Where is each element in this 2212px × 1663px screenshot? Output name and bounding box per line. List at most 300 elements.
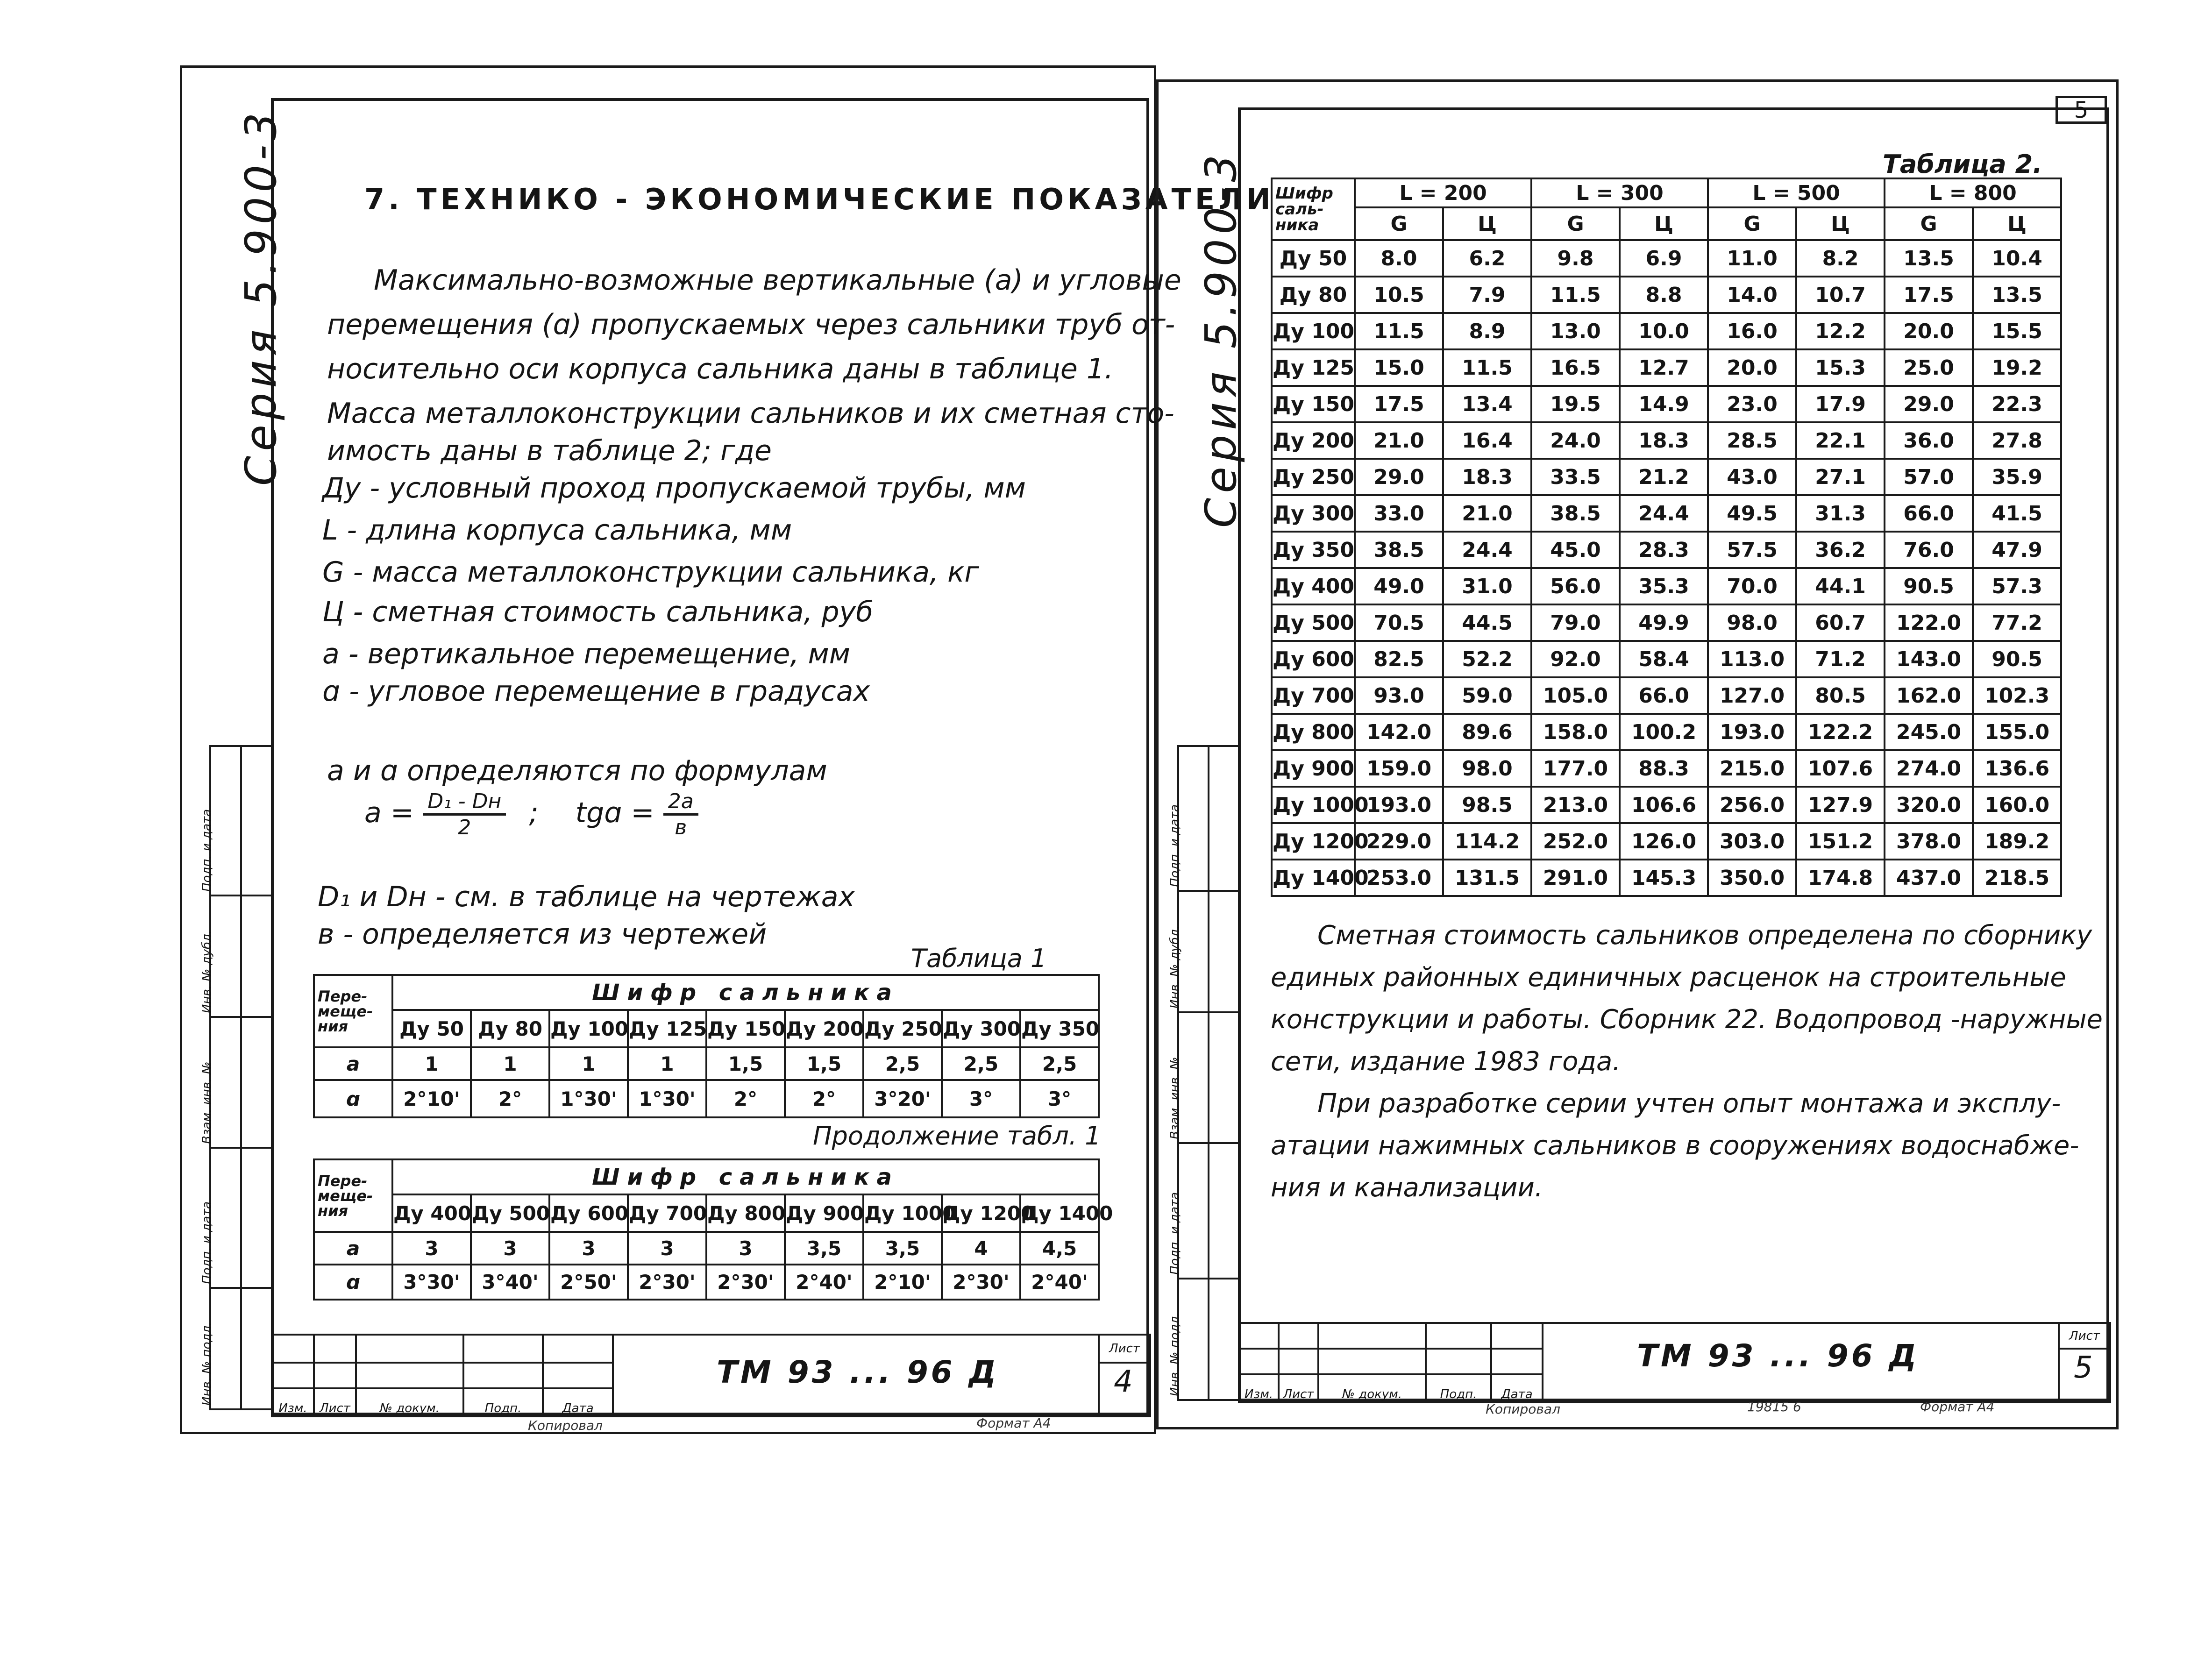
table-cell: 127.9: [1796, 787, 1885, 823]
row-name: Ду 1200: [1272, 823, 1355, 860]
table-cell: 320.0: [1885, 787, 1973, 823]
table-cell: 2°40': [1020, 1265, 1099, 1300]
formula-a-denominator: 2: [458, 816, 471, 839]
table1-col-header: Ду 125: [628, 1010, 706, 1047]
paragraph-line: носительно оси корпуса сальника даны в таблице 1.: [327, 353, 1114, 385]
paragraph-line: ния и канализации.: [1271, 1173, 1543, 1203]
table-cell: 2,5: [1020, 1047, 1099, 1080]
sub-header-mass: G: [1531, 207, 1620, 240]
table-cell: 7.9: [1443, 277, 1531, 313]
paragraph-line: Сметная стоимость сальников определена по сборнику: [1317, 920, 2092, 951]
table-cell: 177.0: [1531, 750, 1620, 787]
table-cell: 21.0: [1443, 495, 1531, 532]
table-cell: 77.2: [1973, 604, 2061, 641]
table-cell: 350.0: [1708, 860, 1796, 896]
table-cell: 31.0: [1443, 568, 1531, 604]
table-cell: 143.0: [1885, 641, 1973, 677]
row-name: Ду 500: [1272, 604, 1355, 641]
right-sheet-number: 5: [2074, 1350, 2093, 1385]
right-bottom-note-number: 19815 6: [1747, 1399, 1801, 1414]
left-bottom-note-format: Формат А4: [976, 1415, 1051, 1431]
table1-caption: Таблица 1: [911, 944, 1047, 973]
left-series-label: Серия 5.900-3: [236, 108, 286, 486]
table-row: [1272, 568, 2061, 604]
table-cell: 4: [942, 1232, 1020, 1265]
row-name: Ду 300: [1272, 495, 1355, 532]
table-cell: 66.0: [1620, 677, 1708, 714]
table-cell: 102.3: [1973, 677, 2061, 714]
table-cell: 2,5: [942, 1047, 1020, 1080]
stripe-label: Подп. и дата: [1168, 1192, 1182, 1275]
table-cell: 71.2: [1796, 641, 1885, 677]
table-cell: 136.6: [1973, 750, 2061, 787]
table-cell: 245.0: [1885, 714, 1973, 750]
right-side-stripe: [1168, 745, 1240, 1401]
table-cell: 229.0: [1355, 823, 1443, 860]
table-row: [1272, 677, 2061, 714]
table-cell: 70.0: [1708, 568, 1796, 604]
table-cell: 3,5: [863, 1232, 942, 1265]
table1-col-header: Ду 50: [392, 1010, 471, 1047]
left-doc-code-cell: [613, 1335, 1099, 1416]
definition-item: Ц - сметная стоимость сальника, руб: [322, 596, 874, 628]
table-cell: 3°: [942, 1080, 1020, 1117]
table-row: [1272, 240, 2061, 277]
table-cell: 9.8: [1531, 240, 1620, 277]
table-cell: 98.0: [1708, 604, 1796, 641]
table-cell: 57.3: [1973, 568, 2061, 604]
table-cell: 2°40': [785, 1265, 863, 1300]
paragraph-line: Максимально-возможные вертикальные (а) и угловые: [374, 264, 1181, 297]
table-cell: 18.3: [1443, 459, 1531, 495]
table-cell: 38.5: [1355, 532, 1443, 568]
table-cell: 378.0: [1885, 823, 1973, 860]
formula-a-fraction: [423, 789, 506, 839]
stamp-col-label: Подп.: [1426, 1374, 1491, 1402]
table-cell: 17.5: [1355, 386, 1443, 422]
table-cell: 113.0: [1708, 641, 1796, 677]
table-cell: 1,5: [785, 1047, 863, 1080]
table-cell: 49.5: [1708, 495, 1796, 532]
table-cell: 8.2: [1796, 240, 1885, 277]
table1-col-header: Ду 200: [785, 1010, 863, 1047]
row-name: Ду 600: [1272, 641, 1355, 677]
sub-header-cost: Ц: [1973, 207, 2061, 240]
table-cell: 2°: [471, 1080, 549, 1117]
table-cell: 3,5: [785, 1232, 863, 1265]
table-cell: 2°30': [706, 1265, 785, 1300]
row-name: Ду 80: [1272, 277, 1355, 313]
paragraph-line: Масса металлоконструкции сальников и их сметная сто-: [327, 397, 1174, 430]
stamp-col-label: № докум.: [356, 1388, 463, 1416]
table-cell: 24.0: [1531, 422, 1620, 459]
sub-header-cost: Ц: [1443, 207, 1531, 240]
definition-item: G - масса металлоконструкции сальника, кг: [322, 556, 979, 589]
table-cell: 3: [471, 1232, 549, 1265]
table-cell: 131.5: [1443, 860, 1531, 896]
table-cell: 18.3: [1620, 422, 1708, 459]
table-cell: 16.0: [1708, 313, 1796, 349]
row-name: Ду 50: [1272, 240, 1355, 277]
table-cell: 20.0: [1708, 349, 1796, 386]
table-row: [1272, 386, 2061, 422]
table-row: [1272, 495, 2061, 532]
right-doc-code: ТМ 93 ... 96 Д: [1637, 1338, 1920, 1374]
table-cell: 23.0: [1708, 386, 1796, 422]
paragraph-line: имость даны в таблице 2; где: [327, 434, 772, 467]
row-name: Ду 800: [1272, 714, 1355, 750]
table-cell: 17.5: [1885, 277, 1973, 313]
row-label: а: [314, 1047, 392, 1080]
table-cell: 66.0: [1885, 495, 1973, 532]
sub-header-mass: G: [1885, 207, 1973, 240]
table-cell: 15.0: [1355, 349, 1443, 386]
table-cell: 60.7: [1796, 604, 1885, 641]
formula-a-lhs: а =: [364, 796, 414, 830]
table-cell: 16.5: [1531, 349, 1620, 386]
table1b-col-header: Ду 1400: [1020, 1194, 1099, 1232]
table-cell: 21.0: [1355, 422, 1443, 459]
table1b-corner-label: Пере- меще- ния: [314, 1159, 392, 1232]
table-cell: 41.5: [1973, 495, 2061, 532]
table-cell: 8.9: [1443, 313, 1531, 349]
table-cell: 24.4: [1443, 532, 1531, 568]
table-cell: 15.3: [1796, 349, 1885, 386]
table-row: [1272, 313, 2061, 349]
table-row: [1272, 349, 2061, 386]
stamp-col-label: Дата: [543, 1388, 613, 1416]
table1b-col-header: Ду 400: [392, 1194, 471, 1232]
table-row: [1272, 604, 2061, 641]
stamp-col-label: Подп.: [463, 1388, 543, 1416]
note-b: в - определяется из чертежей: [318, 918, 767, 951]
formula-tg-fraction: [663, 789, 698, 839]
right-series-label: Серия 5.900-3: [1196, 150, 1246, 528]
table-cell: 11.5: [1355, 313, 1443, 349]
table-cell: 2°: [785, 1080, 863, 1117]
table-cell: 1°30': [549, 1080, 628, 1117]
table-cell: 189.2: [1973, 823, 2061, 860]
table1-col-header: Ду 300: [942, 1010, 1020, 1047]
table-cell: 70.5: [1355, 604, 1443, 641]
stripe-label: Подп. и дата: [200, 1201, 214, 1284]
table-cell: 11.5: [1531, 277, 1620, 313]
table-cell: 8.0: [1355, 240, 1443, 277]
table-cell: 122.0: [1885, 604, 1973, 641]
stripe-label: Инв. № подл.: [1168, 1312, 1182, 1396]
table-cell: 33.0: [1355, 495, 1443, 532]
table-cell: 16.4: [1443, 422, 1531, 459]
table-cell: 27.8: [1973, 422, 2061, 459]
table-cell: 155.0: [1973, 714, 2061, 750]
table-cell: 14.9: [1620, 386, 1708, 422]
table-cell: 59.0: [1443, 677, 1531, 714]
left-bottom-note-copied: Копировал: [528, 1418, 603, 1433]
table-cell: 437.0: [1885, 860, 1973, 896]
table-cell: 2°30': [942, 1265, 1020, 1300]
table-cell: 33.5: [1531, 459, 1620, 495]
table-row: [1272, 787, 2061, 823]
table-row: [1272, 823, 2061, 860]
table1-col-header: Ду 250: [863, 1010, 942, 1047]
formula-tg-denominator: в: [675, 816, 687, 839]
paragraph-line: конструкции и работы. Сборник 22. Водопровод -наружные: [1271, 1004, 2103, 1035]
right-title-block: [1238, 1322, 2111, 1403]
table-cell: 3°: [1020, 1080, 1099, 1117]
length-group-header: L = 800: [1885, 178, 2061, 207]
table-cell: 36.0: [1885, 422, 1973, 459]
table-cell: 303.0: [1708, 823, 1796, 860]
table-cell: 100.2: [1620, 714, 1708, 750]
table-cell: 13.0: [1531, 313, 1620, 349]
table-cell: 15.5: [1973, 313, 2061, 349]
table-row: [314, 1265, 1099, 1300]
table-cell: 13.5: [1973, 277, 2061, 313]
sub-header-mass: G: [1355, 207, 1443, 240]
table-row: [1272, 750, 2061, 787]
table-cell: 126.0: [1620, 823, 1708, 860]
table-cell: 213.0: [1531, 787, 1620, 823]
table2-body: [1272, 240, 2061, 896]
row-label: а: [314, 1232, 392, 1265]
sub-header-cost: Ц: [1620, 207, 1708, 240]
table-cell: 122.2: [1796, 714, 1885, 750]
table-cell: 29.0: [1885, 386, 1973, 422]
table-cell: 3°40': [471, 1265, 549, 1300]
table-cell: 4,5: [1020, 1232, 1099, 1265]
stripe-label: Взам. инв. №: [200, 1061, 214, 1144]
table2-corner-label: Шифр саль- ника: [1272, 178, 1355, 240]
row-label: ɑ: [314, 1265, 392, 1300]
row-name: Ду 1000: [1272, 787, 1355, 823]
table1b-col-header: Ду 900: [785, 1194, 863, 1232]
table-cell: 14.0: [1708, 277, 1796, 313]
table-cell: 49.0: [1355, 568, 1443, 604]
table-cell: 2°30': [628, 1265, 706, 1300]
table-cell: 88.3: [1620, 750, 1708, 787]
table-cell: 24.4: [1620, 495, 1708, 532]
stripe-label: Взам. инв. №: [1168, 1057, 1182, 1139]
table-cell: 6.9: [1620, 240, 1708, 277]
left-sheet-number: 4: [1114, 1365, 1133, 1399]
table-cell: 98.0: [1443, 750, 1531, 787]
stamp-col-label: № докум.: [1318, 1374, 1426, 1402]
formula-tg-lhs: tgɑ =: [575, 796, 654, 830]
table-cell: 44.5: [1443, 604, 1531, 641]
table-cell: 3°20': [863, 1080, 942, 1117]
table-row: [314, 1047, 1099, 1080]
stripe-label: Инв. № дубл.: [200, 930, 214, 1013]
table-cell: 12.2: [1796, 313, 1885, 349]
table-cell: 38.5: [1531, 495, 1620, 532]
table-cell: 31.3: [1796, 495, 1885, 532]
corner-page-number: [2056, 96, 2107, 124]
table-cell: 28.5: [1708, 422, 1796, 459]
table1-corner-label: Пере- меще- ния: [314, 975, 392, 1047]
table-cell: 10.7: [1796, 277, 1885, 313]
table1-col-header: Ду 80: [471, 1010, 549, 1047]
row-label: ɑ: [314, 1080, 392, 1117]
table-cell: 27.1: [1796, 459, 1885, 495]
note-d: D₁ и Dн - см. в таблице на чертежах: [318, 881, 855, 913]
row-name: Ду 400: [1272, 568, 1355, 604]
table-cell: 158.0: [1531, 714, 1620, 750]
table-cell: 193.0: [1355, 787, 1443, 823]
definition-item: ɑ - угловое перемещение в градусах: [322, 675, 870, 708]
table1: [313, 974, 1100, 1118]
table1b-col-header: Ду 1200: [942, 1194, 1020, 1232]
table1-group-header: Шифр сальника: [392, 975, 1099, 1010]
table-cell: 2°10': [863, 1265, 942, 1300]
table-cell: 1: [628, 1047, 706, 1080]
table-cell: 90.5: [1973, 641, 2061, 677]
table-cell: 151.2: [1796, 823, 1885, 860]
length-group-header: L = 200: [1355, 178, 1531, 207]
table-cell: 79.0: [1531, 604, 1620, 641]
table-cell: 215.0: [1708, 750, 1796, 787]
table-cell: 12.7: [1620, 349, 1708, 386]
table-cell: 80.5: [1796, 677, 1885, 714]
table-cell: 89.6: [1443, 714, 1531, 750]
stripe-label: Инв. № дубл.: [1168, 925, 1182, 1009]
table2: [1271, 178, 2062, 897]
table-cell: 36.2: [1796, 532, 1885, 568]
table-cell: 291.0: [1531, 860, 1620, 896]
row-name: Ду 100: [1272, 313, 1355, 349]
stamp-col-label: Изм.: [272, 1388, 314, 1416]
table-cell: 43.0: [1708, 459, 1796, 495]
table-cell: 106.6: [1620, 787, 1708, 823]
left-side-stripe: [200, 745, 273, 1410]
table-cell: 10.5: [1355, 277, 1443, 313]
table-cell: 193.0: [1708, 714, 1796, 750]
table-cell: 114.2: [1443, 823, 1531, 860]
table-row: [1272, 422, 2061, 459]
table-cell: 145.3: [1620, 860, 1708, 896]
table-cell: 3°30': [392, 1265, 471, 1300]
table1-col-header: Ду 350: [1020, 1010, 1099, 1047]
stripe-label: Подп. и дата: [200, 809, 214, 892]
table-cell: 90.5: [1885, 568, 1973, 604]
stamp-col-label: Лист: [1279, 1374, 1318, 1402]
table-cell: 274.0: [1885, 750, 1973, 787]
length-group-header: L = 300: [1531, 178, 1708, 207]
table-cell: 22.1: [1796, 422, 1885, 459]
table-row: [1272, 860, 2061, 896]
table-cell: 10.0: [1620, 313, 1708, 349]
row-name: Ду 125: [1272, 349, 1355, 386]
stamp-col-label: Изм.: [1239, 1374, 1279, 1402]
formula-tg-numerator: 2а: [663, 789, 698, 816]
table2-caption: Таблица 2.: [1883, 149, 2042, 179]
right-bottom-note-copied: Копировал: [1486, 1401, 1560, 1417]
corner-page-number-text: 5: [2074, 97, 2089, 123]
paragraph-line: единых районных единичных расценок на строительные: [1271, 962, 2066, 993]
table-cell: 13.4: [1443, 386, 1531, 422]
table-cell: 44.1: [1796, 568, 1885, 604]
table-row: [314, 1080, 1099, 1117]
table-cell: 105.0: [1531, 677, 1620, 714]
row-name: Ду 150: [1272, 386, 1355, 422]
table-cell: 2°10': [392, 1080, 471, 1117]
left-sheet-label: Лист: [1099, 1335, 1150, 1363]
table-cell: 28.3: [1620, 532, 1708, 568]
table-cell: 252.0: [1531, 823, 1620, 860]
table-cell: 1°30': [628, 1080, 706, 1117]
formula-separator: ;: [529, 796, 539, 830]
row-name: Ду 250: [1272, 459, 1355, 495]
sub-header-mass: G: [1708, 207, 1796, 240]
table-cell: 56.0: [1531, 568, 1620, 604]
sub-header-cost: Ц: [1796, 207, 1885, 240]
formula-block: [364, 789, 698, 839]
table1-continued: [313, 1158, 1113, 1301]
table-cell: 19.2: [1973, 349, 2061, 386]
table-row: [1272, 714, 2061, 750]
table-cell: 2,5: [863, 1047, 942, 1080]
table-cell: 1,5: [706, 1047, 785, 1080]
table-cell: 19.5: [1531, 386, 1620, 422]
definition-item: а - вертикальное перемещение, мм: [322, 638, 851, 670]
table-cell: 21.2: [1620, 459, 1708, 495]
table-cell: 13.5: [1885, 240, 1973, 277]
stripe-label: Подп. и дата: [1168, 804, 1182, 887]
right-bottom-note-format: Формат А4: [1920, 1399, 1995, 1414]
table-cell: 17.9: [1796, 386, 1885, 422]
table-row: [1272, 532, 2061, 568]
table-cell: 1: [392, 1047, 471, 1080]
paragraph-line: перемещения (ɑ) пропускаемых через сальники труб от-: [327, 308, 1175, 341]
table1-col-header: Ду 100: [549, 1010, 628, 1047]
table1b-col-header: Ду 800: [706, 1194, 785, 1232]
row-name: Ду 700: [1272, 677, 1355, 714]
table-row: [1272, 277, 2061, 313]
table-cell: 256.0: [1708, 787, 1796, 823]
table-cell: 8.8: [1620, 277, 1708, 313]
table1b-col-header: Ду 700: [628, 1194, 706, 1232]
table-cell: 159.0: [1355, 750, 1443, 787]
table-cell: 1: [471, 1047, 549, 1080]
definition-item: L - длина корпуса сальника, мм: [322, 514, 792, 547]
table-cell: 47.9: [1973, 532, 2061, 568]
table-cell: 127.0: [1708, 677, 1796, 714]
table-cell: 253.0: [1355, 860, 1443, 896]
left-sheet-number-cell: [1099, 1363, 1150, 1416]
table-cell: 2°: [706, 1080, 785, 1117]
table-row: [314, 1232, 1099, 1265]
row-name: Ду 200: [1272, 422, 1355, 459]
table1b-col-header: Ду 600: [549, 1194, 628, 1232]
table1b-col-header: Ду 1000: [863, 1194, 942, 1232]
table-cell: 58.4: [1620, 641, 1708, 677]
table-cell: 92.0: [1531, 641, 1620, 677]
table1b-group-header: Шифр сальника: [392, 1159, 1099, 1194]
paragraph-line: атации нажимных сальников в сооружениях водоснабже-: [1271, 1130, 2079, 1161]
table-cell: 93.0: [1355, 677, 1443, 714]
table-cell: 174.8: [1796, 860, 1885, 896]
table-cell: 162.0: [1885, 677, 1973, 714]
table-cell: 2°50': [549, 1265, 628, 1300]
row-name: Ду 350: [1272, 532, 1355, 568]
table-cell: 3: [628, 1232, 706, 1265]
table-cell: 52.2: [1443, 641, 1531, 677]
table-cell: 3: [706, 1232, 785, 1265]
table1b-caption: Продолжение табл. 1: [813, 1121, 1101, 1151]
definition-item: Ду - условный проход пропускаемой трубы, мм: [322, 472, 1026, 505]
table-cell: 142.0: [1355, 714, 1443, 750]
right-sheet-number-cell: [2059, 1349, 2110, 1402]
table-cell: 98.5: [1443, 787, 1531, 823]
